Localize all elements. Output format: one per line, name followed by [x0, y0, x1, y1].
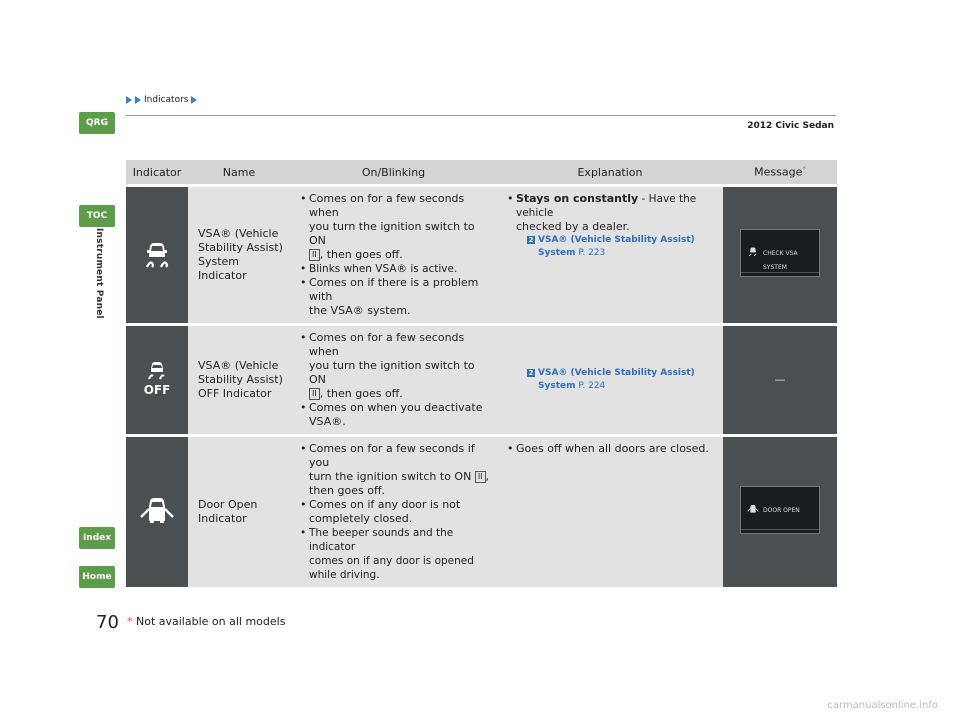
indicator-name: Stability Assist) — [198, 241, 283, 254]
reference-title[interactable]: System — [538, 381, 576, 391]
indicator-name: Indicator — [198, 512, 247, 525]
header-message-label: Message — [754, 165, 803, 179]
door-open-icon — [746, 501, 760, 517]
display-message: DOOR OPEN — [763, 507, 800, 514]
qrg-tab[interactable]: QRG — [79, 112, 115, 134]
table-row — [126, 437, 837, 587]
breadcrumb-label[interactable]: Indicators — [144, 95, 189, 105]
model-title: 2012 Civic Sedan — [747, 121, 834, 131]
reference-arrow-icon: 2 — [528, 368, 534, 377]
on-blinking-list — [300, 331, 491, 429]
breadcrumb-arrow-icon — [191, 96, 197, 104]
text-fragment: , then goes off. — [319, 387, 403, 400]
text-fragment: - Have the vehicle — [516, 193, 697, 219]
ignition-key-icon: II — [309, 249, 320, 261]
reference-title[interactable]: System — [538, 248, 576, 258]
ignition-key-icon: II — [309, 388, 320, 400]
text-line — [309, 248, 491, 262]
emphasis-text: Stays on constantly — [516, 192, 639, 205]
footnote-mark: * — [802, 165, 806, 174]
text-line: • Comes on if any door is not — [309, 498, 461, 511]
ignition-key-icon: II — [475, 471, 486, 483]
header-explanation: Explanation — [497, 160, 723, 184]
page-number: 70 — [96, 612, 119, 633]
name-cell — [188, 437, 290, 587]
explanation-cell — [497, 437, 723, 587]
display-divider — [741, 272, 819, 273]
message-cell — [723, 437, 837, 587]
message-display — [740, 229, 820, 277]
door-open-icon — [136, 489, 178, 531]
text-line: • The beeper sounds and the indicator — [309, 527, 454, 553]
text-line: VSA®. — [309, 415, 346, 428]
message-cell — [723, 326, 837, 434]
text-line: • Comes on when you deactivate — [309, 401, 483, 414]
header-divider — [126, 115, 836, 116]
reference-title[interactable]: VSA® (Vehicle Stability Assist) — [538, 368, 695, 378]
indicator-name: VSA® (Vehicle — [198, 227, 279, 240]
message-display — [740, 486, 820, 534]
indicator-name: Stability Assist) — [198, 373, 283, 386]
text-line: while driving. — [309, 569, 380, 581]
text-line: completely closed. — [309, 512, 413, 525]
table-header-row — [126, 160, 837, 184]
table-row — [126, 326, 837, 434]
list-item: • Blinks when VSA® is active. — [300, 262, 491, 276]
on-blinking-cell — [290, 437, 497, 587]
vsa-skid-icon — [137, 233, 177, 273]
header-name: Name — [188, 160, 290, 184]
off-label: OFF — [143, 383, 171, 397]
text-line — [309, 470, 491, 484]
text-fragment: , — [485, 470, 490, 483]
indicator-name: Door Open — [198, 498, 258, 511]
on-blinking-cell — [290, 187, 497, 323]
text-line: • Comes on for a few seconds when — [309, 331, 465, 358]
header-indicator: Indicator — [126, 160, 188, 184]
table-row — [126, 187, 837, 323]
explanation-list — [507, 192, 717, 234]
list-item — [300, 442, 491, 498]
message-cell — [723, 187, 837, 323]
list-item — [300, 526, 491, 582]
indicator-cell — [126, 326, 188, 434]
text-line: the VSA® system. — [309, 304, 411, 317]
display-message: CHECK VSA SYSTEM — [763, 250, 798, 271]
list-item — [507, 192, 717, 234]
text-line: comes on if any door is opened — [309, 555, 474, 567]
indicators-table — [126, 157, 837, 590]
text-line: checked by a dealer. — [516, 220, 630, 233]
indicator-cell — [126, 187, 188, 323]
text-line: then goes off. — [309, 484, 386, 497]
footnote-mark: * — [127, 615, 133, 628]
on-blinking-list — [300, 192, 491, 318]
index-tab[interactable]: Index — [79, 527, 115, 549]
text-line — [309, 387, 491, 401]
section-label: Instrument Panel — [94, 228, 104, 319]
text-fragment: , then goes off. — [319, 248, 403, 261]
indicator-name: System Indicator — [198, 255, 247, 282]
reference-page[interactable]: P. 224 — [575, 381, 606, 391]
header-on-blinking: On/Blinking — [290, 160, 497, 184]
list-item — [300, 192, 491, 262]
display-divider — [741, 529, 819, 530]
explanation-cell — [497, 326, 723, 434]
list-item — [300, 276, 491, 318]
on-blinking-cell — [290, 326, 497, 434]
text-line: • Comes on if there is a problem with — [309, 276, 479, 303]
list-item — [300, 498, 491, 526]
vsa-skid-icon — [746, 244, 760, 258]
list-item — [300, 401, 491, 429]
footnote — [127, 615, 285, 628]
breadcrumb-arrow-icon — [126, 96, 132, 104]
page-reference-link[interactable] — [507, 367, 717, 393]
header-message — [723, 160, 837, 184]
home-tab[interactable]: Home — [79, 566, 115, 588]
indicator-name: VSA® (Vehicle — [198, 359, 279, 372]
footnote-text: Not available on all models — [132, 615, 286, 628]
page-reference-link[interactable] — [507, 234, 717, 260]
text-line: • Comes on for a few seconds if you — [309, 442, 475, 469]
text-line — [516, 192, 717, 220]
name-cell — [188, 187, 290, 323]
watermark: carmanualsonline.info — [827, 700, 938, 711]
indicator-cell — [126, 437, 188, 587]
reference-arrow-icon: 2 — [528, 235, 534, 244]
text-line: you turn the ignition switch to ON — [309, 220, 475, 247]
text-line: you turn the ignition switch to ON — [309, 359, 475, 386]
explanation-list — [507, 442, 717, 456]
explanation-cell — [497, 187, 723, 323]
vsa-off-icon — [137, 357, 177, 399]
list-item — [300, 331, 491, 401]
text-line: • Comes on for a few seconds when — [309, 192, 465, 219]
toc-tab[interactable]: TOC — [79, 205, 115, 227]
no-message-dash: — — [774, 373, 786, 386]
reference-title[interactable]: VSA® (Vehicle Stability Assist) — [538, 235, 695, 245]
name-cell — [188, 326, 290, 434]
list-item: • Goes off when all doors are closed. — [507, 442, 717, 456]
breadcrumb-arrow-icon — [135, 96, 141, 104]
text-fragment: turn the ignition switch to ON — [309, 470, 472, 483]
breadcrumb[interactable] — [126, 95, 197, 105]
indicator-name: OFF Indicator — [198, 387, 272, 400]
reference-page[interactable]: P. 223 — [575, 248, 606, 258]
on-blinking-list — [300, 442, 491, 582]
